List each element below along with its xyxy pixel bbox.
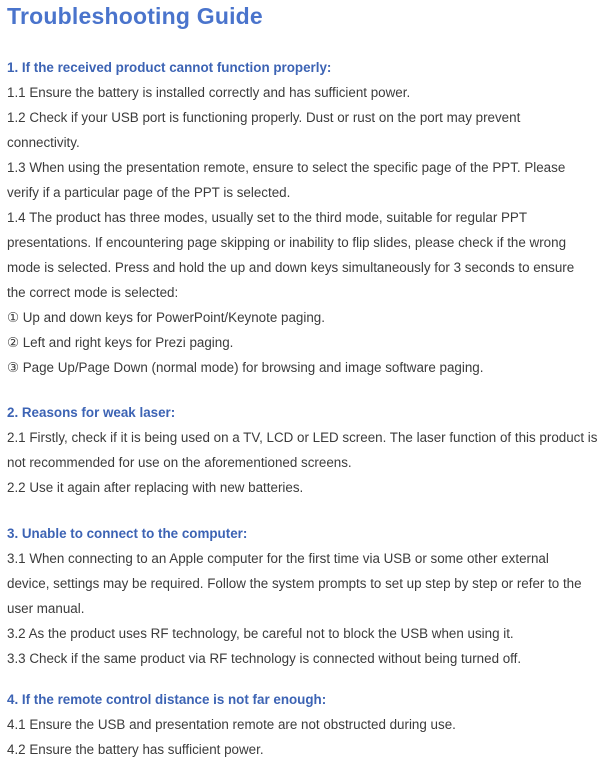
body-line: connectivity. — [7, 135, 80, 150]
sections-container — [7, 55, 596, 762]
section-heading: 4. If the remote control distance is not far enough: — [7, 692, 327, 707]
section-1 — [7, 55, 596, 380]
body-line: user manual. — [7, 601, 85, 616]
body-line: 1.4 The product has three modes, usually set to the third mode, suitable for regular PPT — [7, 210, 528, 225]
section-heading: 3. Unable to connect to the computer: — [7, 526, 248, 541]
body-line: ② Left and right keys for Prezi paging. — [7, 335, 234, 350]
body-line: 3.1 When connecting to an Apple computer for the first time via USB or some other external — [7, 551, 549, 566]
section-3 — [7, 521, 596, 671]
body-line: 3.3 Check if the same product via RF technology is connected without being turned off. — [7, 651, 522, 666]
body-line: 1.1 Ensure the battery is installed correctly and has sufficient power. — [7, 85, 411, 100]
body-line: 4.2 Ensure the battery has sufficient power. — [7, 742, 264, 757]
body-line: verify if a particular page of the PPT is selected. — [7, 185, 291, 200]
body-line: 1.2 Check if your USB port is functioning properly. Dust or rust on the port may prevent — [7, 110, 521, 125]
body-line: device, settings may be required. Follow the system prompts to set up step by step or refer to the — [7, 576, 582, 591]
body-line: not recommended for use on the aforementioned screens. — [7, 455, 352, 470]
section-heading: 2. Reasons for weak laser: — [7, 405, 176, 420]
body-line: 2.1 Firstly, check if it is being used on a TV, LCD or LED screen. The laser function of this product is — [7, 430, 598, 445]
body-line: presentations. If encountering page skipping or inability to flip slides, please check if the wrong — [7, 235, 567, 250]
body-line: the correct mode is selected: — [7, 285, 179, 300]
body-line: 4.1 Ensure the USB and presentation remote are not obstructed during use. — [7, 717, 456, 732]
section-4 — [7, 687, 596, 762]
body-line: 3.2 As the product uses RF technology, be careful not to block the USB when using it. — [7, 626, 514, 641]
body-line: 2.2 Use it again after replacing with new batteries. — [7, 480, 304, 495]
section-2 — [7, 400, 596, 500]
section-heading: 1. If the received product cannot function properly: — [7, 60, 332, 75]
body-line: ① Up and down keys for PowerPoint/Keynote paging. — [7, 310, 325, 325]
page-title: Troubleshooting Guide — [7, 3, 263, 29]
body-line: mode is selected. Press and hold the up and down keys simultaneously for 3 seconds to ensure — [7, 260, 575, 275]
body-line: 1.3 When using the presentation remote, ensure to select the specific page of the PPT. Please — [7, 160, 566, 175]
body-line: ③ Page Up/Page Down (normal mode) for browsing and image software paging. — [7, 360, 484, 375]
